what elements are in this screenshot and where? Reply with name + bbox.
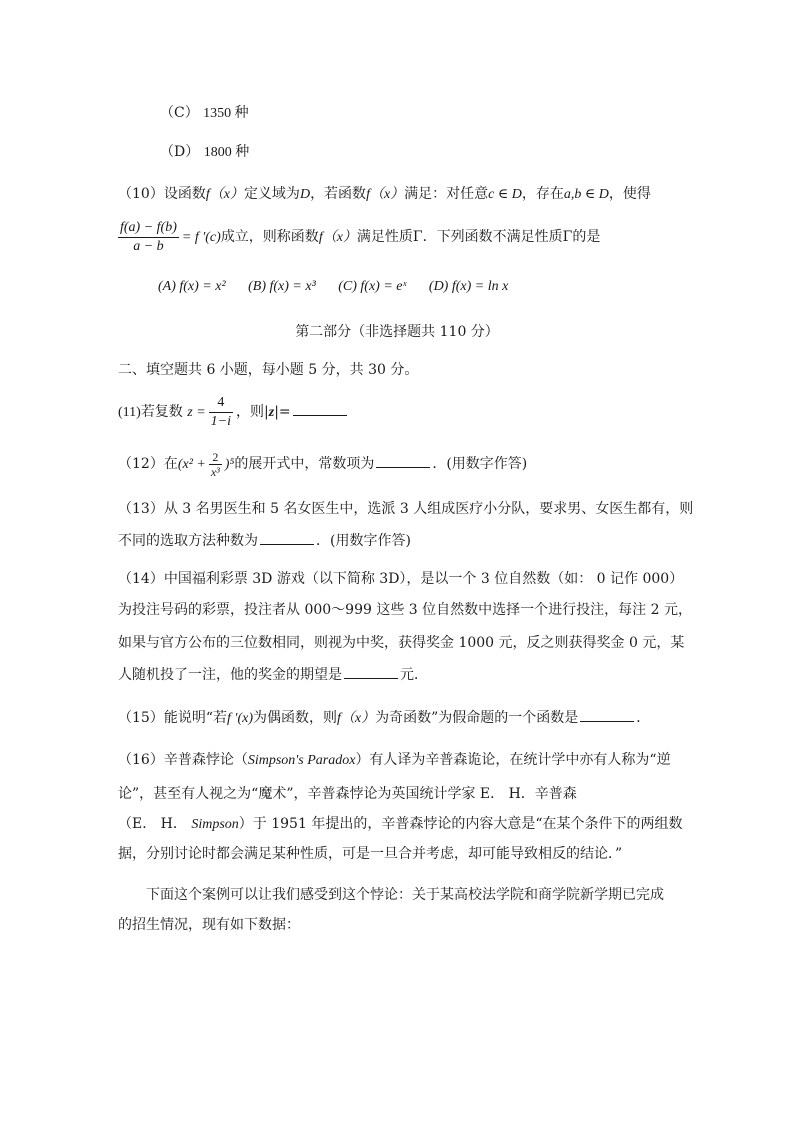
q11 — [118, 392, 694, 433]
text: 元． — [400, 667, 428, 683]
option-label: （D） — [160, 144, 200, 160]
option-b: (B) f(x) = x³ — [248, 279, 316, 294]
text: ．(用数字作答) — [316, 533, 411, 549]
answer-blank — [293, 401, 347, 416]
text: （E． H． — [118, 816, 192, 832]
math: f（x） — [205, 187, 244, 202]
fraction-denominator: a − b — [133, 238, 164, 254]
text: ，存在 — [521, 186, 564, 202]
text: 若复数 — [140, 404, 183, 420]
answer-blank — [376, 453, 430, 468]
text: |= — [274, 404, 291, 420]
q16-line-4: 据，分别讨论时都会满足某种性质，可是一旦合并考虑，却可能导致相反的结论．” — [118, 846, 623, 862]
math: f（x） — [318, 230, 357, 245]
text: 能说明“若 — [163, 710, 227, 726]
case-paragraph-line-2: 的招生情况，现有如下数据： — [118, 917, 300, 933]
option-d: (D) f(x) = ln x — [428, 279, 509, 294]
fraction-denominator: x³ — [210, 464, 220, 479]
math: D — [299, 187, 311, 202]
q16-line-1 — [118, 750, 694, 771]
text: 设函数 — [163, 186, 206, 202]
q9-option-c — [160, 103, 694, 124]
q9-option-d — [160, 142, 694, 163]
fraction-numerator: f(a) − f(b) — [118, 219, 179, 238]
question-number: (11) — [118, 405, 141, 420]
math: f ′(x) — [227, 711, 253, 726]
text: 为偶函数，则 — [253, 710, 337, 726]
question-number: （10） — [118, 186, 164, 202]
english-term: Simpson's Paradox — [247, 753, 356, 768]
text: 定义域为 — [243, 186, 300, 202]
text: 满足：对任意 — [404, 186, 489, 202]
q10-options — [158, 276, 694, 297]
option-label: （C） — [160, 105, 199, 121]
option-a: (A) f(x) = x² — [158, 279, 226, 294]
q10-line-2 — [118, 217, 694, 258]
text: 为奇函数”为假命题的一个函数是 — [375, 710, 579, 726]
text: 人随机投了一注，他的奖金的期望是 — [118, 667, 342, 683]
part2-heading: 第二部分（非选择题共 110 分） — [295, 324, 499, 340]
q16-line-3 — [118, 814, 694, 835]
fraction-numerator: 4 — [209, 394, 233, 413]
q13-line-2 — [118, 530, 694, 551]
text: 满足性质Γ．下列函数不满足性质Γ的是 — [356, 229, 601, 245]
math: (x² + — [177, 457, 206, 472]
answer-blank — [344, 664, 398, 679]
answer-blank — [580, 707, 634, 722]
text: 不同的选取方法种数为 — [118, 533, 258, 549]
q14-line-2: 为投注号码的彩票，投注者从 000～999 这些 3 位自然数中选择一个进行投注，每注 2 元， — [118, 602, 692, 618]
math: z = — [187, 405, 206, 420]
q10-line-1 — [118, 184, 694, 205]
q14-line-4 — [118, 664, 694, 685]
option-c: (C) f(x) = eˣ — [338, 279, 407, 294]
q16-line-2: 论”，甚至有人视之为“魔术”，辛普森悖论为英国统计学家 E． H．辛普森 — [118, 786, 577, 802]
math: )⁵ — [224, 457, 235, 472]
q14-line-1: （14）中国福利彩票 3D 游戏（以下简称 3D），是以一个 3 位自然数（如： 0 记作 000） — [118, 571, 684, 587]
text: ）有人译为辛普森诡论，在统计学中亦有人称为“逆 — [355, 752, 671, 768]
q13-line-1: （13）从 3 名男医生和 5 名女医生中，选派 3 人组成医疗小分队，要求男、女医生都有，则 — [118, 501, 694, 517]
text: ，使得 — [608, 186, 651, 202]
math: = f ′(c) — [181, 230, 221, 245]
fraction-numerator: 2 — [209, 450, 222, 465]
q15 — [118, 707, 694, 729]
option-text: 1350 种 — [203, 106, 249, 121]
question-number: （15） — [118, 710, 164, 726]
q11-fraction — [209, 394, 233, 431]
case-paragraph-line-1: 下面这个案例可以让我们感受到这个悖论：关于某高校法学院和商学院新学期已完成 — [146, 887, 664, 903]
answer-blank — [260, 530, 314, 545]
math: f（x） — [366, 187, 405, 202]
section2-heading: 二、填空题共 6 小题，每小题 5 分，共 30 分。 — [118, 362, 419, 378]
math: a,b ∈ D — [563, 187, 609, 202]
q10-fraction — [118, 219, 179, 256]
text: 的展开式中，常数项为 — [234, 456, 375, 472]
math: c ∈ D — [488, 187, 522, 202]
math: f（x） — [337, 711, 376, 726]
text: 在 — [163, 456, 178, 472]
text: ，若函数 — [310, 186, 367, 202]
text: （16）辛普森悖论（ — [118, 752, 248, 768]
text: ． — [636, 710, 651, 726]
fraction-denominator: 1−i — [210, 413, 232, 429]
text: 成立，则称函数 — [220, 229, 319, 245]
text: ）于 1951 年提出的，辛普森悖论的内容大意是“在某个条件下的两组数 — [238, 816, 683, 832]
text: ，则| — [236, 404, 269, 420]
text: ．(用数字作答) — [432, 456, 528, 472]
question-number: （12） — [118, 456, 164, 472]
q12 — [118, 446, 694, 483]
q12-fraction — [209, 450, 222, 479]
math: z — [268, 405, 275, 420]
option-text: 1800 种 — [203, 145, 250, 160]
english-term: Simpson — [191, 817, 239, 832]
q14-line-3: 如果与官方公布的三位数相同，则视为中奖，获得奖金 1000 元，反之则获得奖金 0 元，某 — [118, 635, 685, 651]
